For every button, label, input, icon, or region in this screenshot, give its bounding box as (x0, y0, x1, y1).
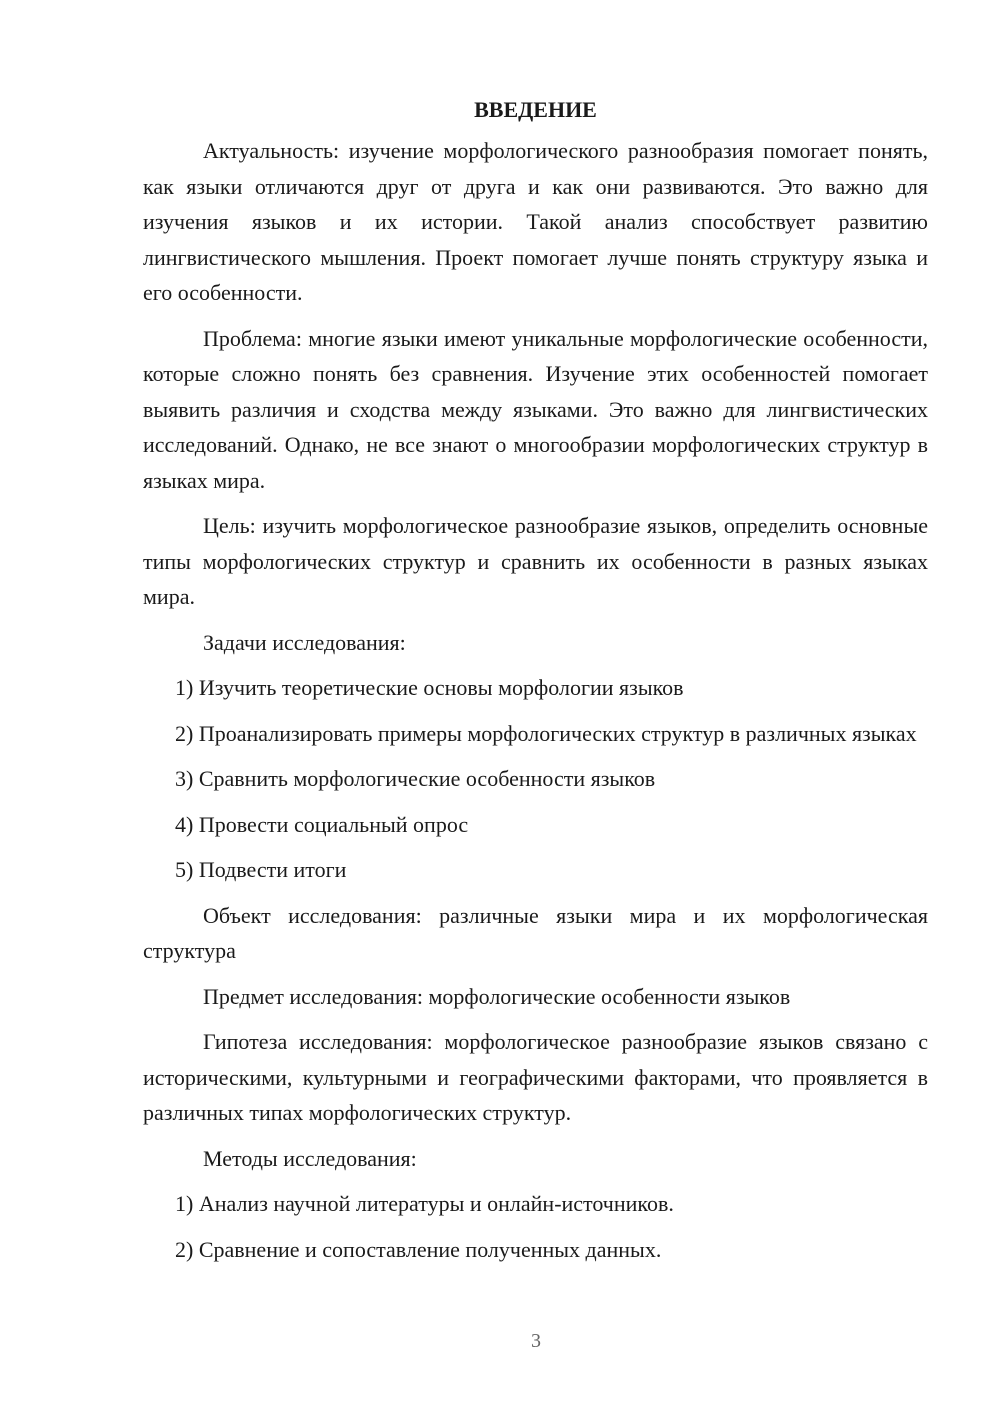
paragraph-relevance: Актуальность: изучение морфологического разнообразия помогает понять, как языки отличаются друг от друга и как они развиваются. Это важно для изучения языков и их истории. Такой анализ способствует развитию лингвистического мышления. Проект помогает лучше понять структуру языка и его особенности. (143, 138, 928, 305)
section-heading: ВВЕДЕНИЕ (474, 97, 597, 122)
paragraph-object: Объект исследования: различные языки мира и их морфологическая структура (143, 902, 928, 963)
task-item-1: 1) Изучить теоретические основы морфологии языков (175, 675, 684, 700)
page-number: 3 (531, 1330, 541, 1352)
paragraph-subject: Предмет исследования: морфологические особенности языков (203, 983, 791, 1009)
method-item-1: 1) Анализ научной литературы и онлайн-источников. (175, 1191, 674, 1216)
document-page (143, 92, 928, 1277)
method-item-2: 2) Сравнение и сопоставление полученных данных. (175, 1236, 662, 1262)
task-item-4: 4) Провести социальный опрос (175, 811, 469, 837)
task-item-3: 3) Сравнить морфологические особенности языков (175, 766, 656, 791)
methods-title: Методы исследования: (203, 1145, 417, 1171)
paragraph-problem: Проблема: многие языки имеют уникальные морфологические особенности, которые сложно понять без сравнения. Изучение этих особенностей помогает выявить различия и сходства между языками. Это важно для лингвистических исследований. Однако, не все знают о многообразии морфологических структур в языках мира. (143, 325, 928, 493)
tasks-title: Задачи исследования: (203, 629, 406, 655)
task-item-5: 5) Подвести итоги (175, 857, 347, 882)
task-item-2: 2) Проанализировать примеры морфологических структур в различных языках (175, 720, 917, 746)
paragraph-hypothesis: Гипотеза исследования: морфологическое разнообразие языков связано с историческими, культурными и географическими факторами, что проявляется в различных типах морфологических структур. (143, 1029, 928, 1125)
paragraph-goal: Цель: изучить морфологическое разнообразие языков, определить основные типы морфологических структур и сравнить их особенности в разных языках мира. (143, 513, 928, 609)
